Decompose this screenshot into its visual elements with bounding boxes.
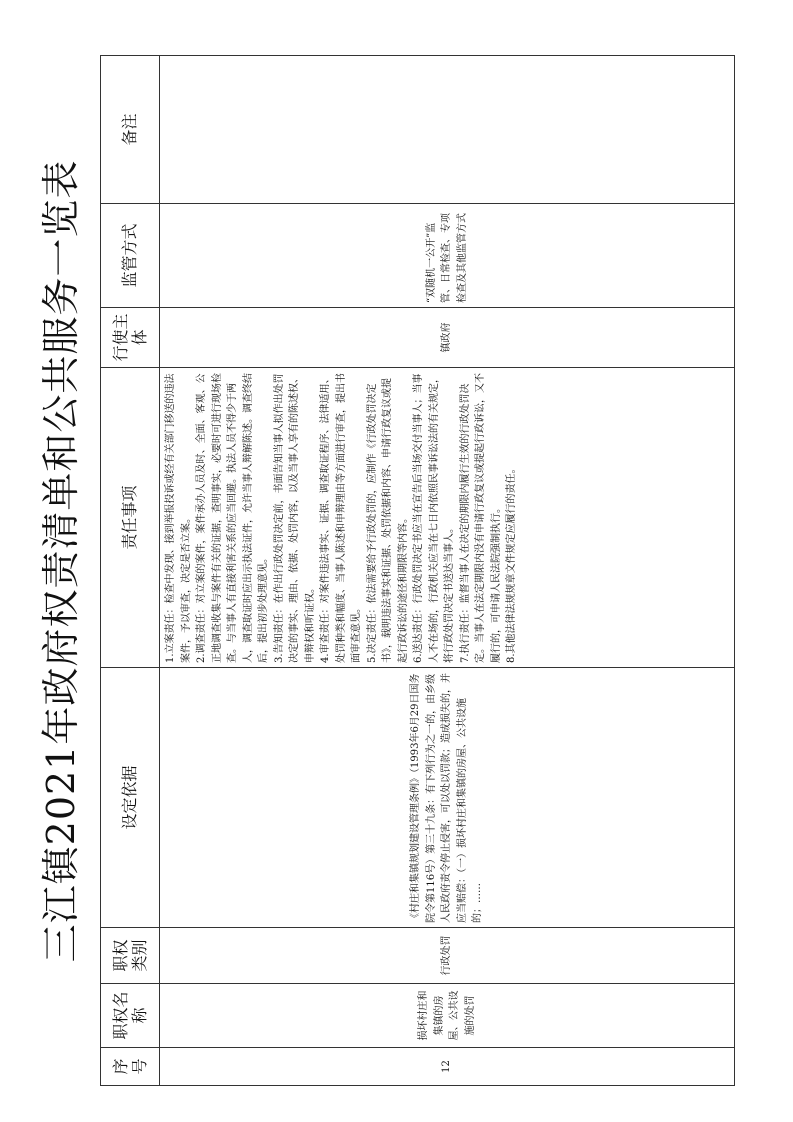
responsibility-item: 5.决定责任：依法需要给予行政处罚的，应制作《行政处罚决定书》，载明违法事实和证据、处罚依据和内容、申请行政复议或提起行政诉讼的途径和期限等内容。: [366, 378, 409, 663]
responsibility-item: 2.调查责任：对立案的案件，案件承办人员及时、全面、客观、公正地调查收集与案件有关的证据，查明事实，必要时可进行现场检查。与当事人有直接利害关系的应当回避。执法人员不得少于两人，调查取证时应出示执法证件，允许当事人辩解陈述。调查终结后，提出初步处理意见。: [196, 373, 269, 663]
cell-name: 损坏村庄和集镇的房屋、公共设施的处罚: [160, 984, 735, 1048]
cell-subject: 镇政府: [160, 308, 735, 368]
cell-remark: [160, 56, 735, 204]
table-header-row: [101, 56, 160, 1086]
responsibility-table: [100, 55, 735, 1086]
table-row: [160, 56, 735, 1086]
cell-basis: 《村庄和集镇规划建设管理条例》（1993年6月29日国务院令第116号）第三十九条：有下列行为之一的，由乡级人民政府责令停止侵害，可以处以罚款；造成损失的，并应当赔偿：（一）损坏村庄和集镇的房屋、公共设施的；……: [160, 668, 735, 928]
header-responsibility: 责任事项: [101, 368, 160, 668]
header-basis: 设定依据: [101, 668, 160, 928]
responsibility-item: 8.其他法律法规规章文件规定应履行的责任。: [506, 463, 517, 663]
document-title: 三江镇2021年政府权责清单和公共服务一览表: [39, 159, 83, 963]
header-supervision: 监管方式: [101, 204, 160, 308]
header-subject: 行使主体: [101, 308, 160, 368]
responsibility-item: 6.送达责任：行政处罚决定书应当在宣告后当场交付当事人；当事人不在场的，行政机关应当在七日内依照民事诉讼法的有关规定，将行政处罚决定书送达当事人。: [413, 373, 455, 663]
cell-seq: 12: [160, 1048, 735, 1086]
header-remark: 备注: [101, 56, 160, 204]
responsibility-item: 4.审查责任：对案件违法事实、证据、调查取证程序、法律适用、处罚种类和幅度、当事人陈述和申辩理由等方面进行审查，提出书面审查意见。: [320, 373, 362, 663]
responsibility-item: 3.告知责任：在作出行政处罚决定前，书面告知当事人拟作出处罚决定的事实、理由、依据、处罚内容，以及当事人享有的陈述权、申辩权和听证权。: [273, 373, 316, 663]
responsibility-item: 7.执行责任：监督当事人在决定的期限内履行生效的行政处罚决定。当事人在法定期限内没有申请行政复议或提起行政诉讼，又不履行的，可申请人民法院强制执行。: [459, 373, 502, 663]
header-name: 职权名称: [101, 984, 160, 1048]
cell-supervision: “双随机一公开”监管、日常检查、专项检查及其他监管方式: [160, 204, 735, 308]
responsibility-item: 1.立案责任：检查中发现、接到举报投诉或经有关部门移送的违法案件，予以审查，决定是否立案。: [165, 373, 192, 663]
header-seq: 序号: [101, 1048, 160, 1086]
cell-responsibility: [160, 368, 735, 668]
cell-type: 行政处罚: [160, 928, 735, 984]
header-type: 职权类别: [101, 928, 160, 984]
